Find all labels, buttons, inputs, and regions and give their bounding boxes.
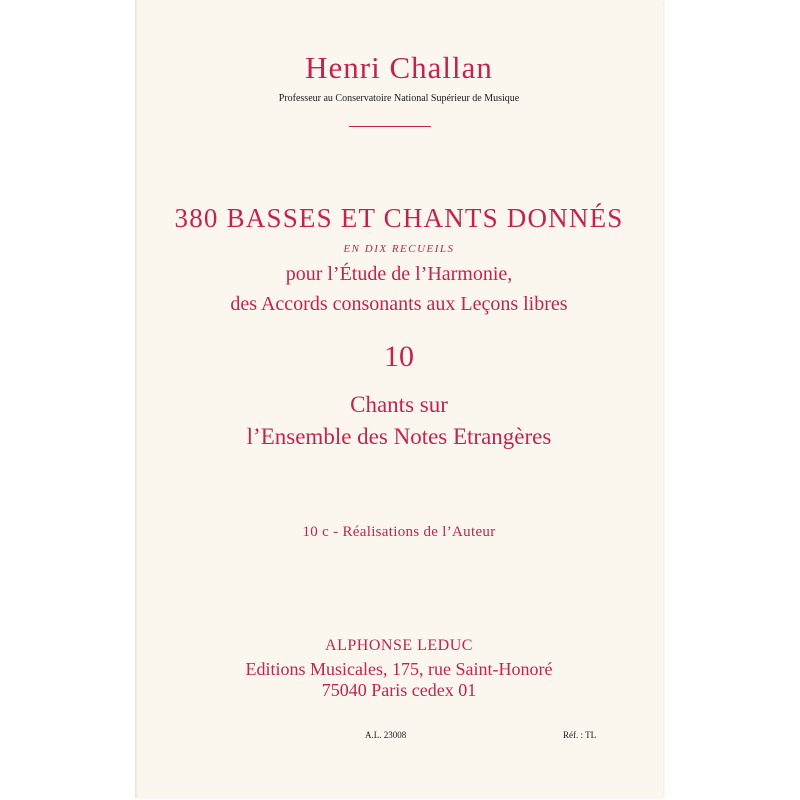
volume-number: 10: [384, 340, 414, 373]
divider-rule: [349, 126, 431, 127]
purpose-line-1: pour l’Étude de l’Harmonie,: [285, 263, 513, 285]
publisher-name: ALPHONSE LEDUC: [325, 637, 473, 654]
catalog-number: A.L. 23008: [365, 730, 407, 740]
score-cover: [135, 0, 663, 798]
publisher-address-line-2: 75040 Paris cedex 01: [321, 680, 477, 700]
edition-label: 10 c - Réalisations de l’Auteur: [302, 524, 496, 540]
purpose-line-2: des Accords consonants aux Leçons libres: [230, 293, 568, 315]
author-title: Professeur au Conservatoire National Supérieur de Musique: [278, 93, 520, 104]
volume-title-line-2: l’Ensemble des Notes Etrangères: [246, 424, 552, 449]
volume-title-line-1: Chants sur: [350, 392, 448, 417]
reference-code: Réf. : TL: [563, 730, 597, 740]
author-name: Henri Challan: [305, 50, 493, 85]
main-title: 380 BASSES ET CHANTS DONNÉS: [174, 203, 624, 233]
publisher-address-line-1: Editions Musicales, 175, rue Saint-Honoré: [245, 659, 553, 679]
series-subtitle: EN DIX RECUEILS: [343, 243, 455, 255]
